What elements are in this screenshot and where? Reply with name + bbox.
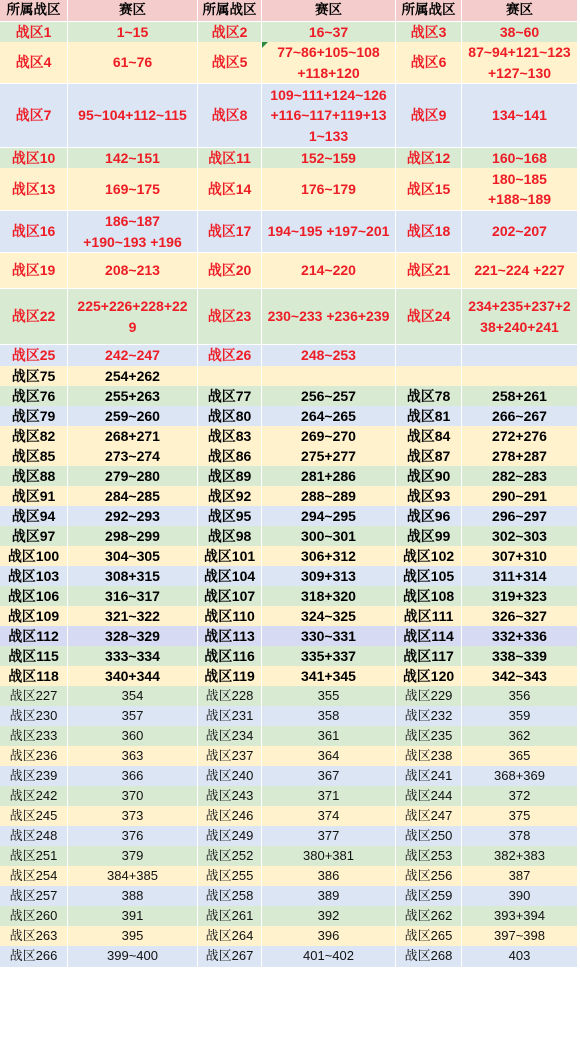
zone-cell: 战区118 <box>0 666 68 688</box>
range-cell: 248~253 <box>262 345 396 367</box>
table-row <box>0 606 578 626</box>
zone-cell: 战区10 <box>0 148 68 170</box>
range-cell: 403 <box>462 946 578 968</box>
range-cell: 279~280 <box>68 466 198 488</box>
range-cell: 397~398 <box>462 926 578 948</box>
range-cell: 335+337 <box>262 646 396 668</box>
range-cell: 395 <box>68 926 198 948</box>
zone-cell: 战区238 <box>396 746 462 768</box>
range-cell: 361 <box>262 726 396 748</box>
zone-cell: 战区81 <box>396 406 462 428</box>
zone-cell: 战区233 <box>0 726 68 748</box>
zone-cell: 战区259 <box>396 886 462 908</box>
range-cell: 388 <box>68 886 198 908</box>
zone-cell: 战区231 <box>198 706 262 728</box>
zone-cell: 战区75 <box>0 366 68 388</box>
zone-cell: 战区107 <box>198 586 262 608</box>
table-row <box>0 706 578 726</box>
table-row <box>0 426 578 446</box>
table-row <box>0 253 578 289</box>
zone-cell: 战区250 <box>396 826 462 848</box>
zone-cell: 战区76 <box>0 386 68 408</box>
range-cell: 169~175 <box>68 168 198 211</box>
range-cell: 272+276 <box>462 426 578 448</box>
zone-cell: 战区79 <box>0 406 68 428</box>
zone-cell <box>396 345 462 367</box>
range-cell: 242~247 <box>68 345 198 367</box>
range-cell <box>462 366 578 388</box>
zone-cell: 战区114 <box>396 626 462 648</box>
table-row <box>0 289 578 345</box>
table-row <box>0 866 578 886</box>
zone-cell: 战区243 <box>198 786 262 808</box>
header-row <box>0 0 578 22</box>
range-cell: 393+394 <box>462 906 578 928</box>
table-row <box>0 666 578 686</box>
zone-cell: 战区100 <box>0 546 68 568</box>
range-cell: 386 <box>262 866 396 888</box>
zone-cell: 战区20 <box>198 253 262 289</box>
table-row <box>0 586 578 606</box>
range-cell: 363 <box>68 746 198 768</box>
range-cell: 95~104+112~115 <box>68 84 198 148</box>
zone-cell: 战区112 <box>0 626 68 648</box>
zone-cell: 战区260 <box>0 906 68 928</box>
range-cell: 152~159 <box>262 148 396 170</box>
zone-cell: 战区17 <box>198 211 262 253</box>
zone-cell: 战区87 <box>396 446 462 468</box>
zone-cell: 战区240 <box>198 766 262 788</box>
table-row <box>0 886 578 906</box>
range-cell: 266~267 <box>462 406 578 428</box>
header-range: 赛区 <box>462 0 578 22</box>
range-cell: 290~291 <box>462 486 578 508</box>
range-cell: 389 <box>262 886 396 908</box>
zone-cell: 战区97 <box>0 526 68 548</box>
range-cell: 134~141 <box>462 84 578 148</box>
zone-cell: 战区111 <box>396 606 462 628</box>
table-row <box>0 826 578 846</box>
range-cell: 360 <box>68 726 198 748</box>
range-cell: 387 <box>462 866 578 888</box>
range-cell: 370 <box>68 786 198 808</box>
header-zone: 所属战区 <box>0 0 68 22</box>
range-cell: 328~329 <box>68 626 198 648</box>
range-cell: 362 <box>462 726 578 748</box>
zone-cell: 战区6 <box>396 42 462 84</box>
range-cell: 319+323 <box>462 586 578 608</box>
zone-cell: 战区105 <box>396 566 462 588</box>
range-cell: 355 <box>262 686 396 708</box>
table-row <box>0 546 578 566</box>
zone-cell: 战区264 <box>198 926 262 948</box>
zone-cell: 战区115 <box>0 646 68 668</box>
table-row <box>0 806 578 826</box>
table-row <box>0 626 578 646</box>
range-cell: 342~343 <box>462 666 578 688</box>
range-cell: 308+315 <box>68 566 198 588</box>
zone-cell: 战区234 <box>198 726 262 748</box>
table-row <box>0 211 578 253</box>
range-cell: 364 <box>262 746 396 768</box>
range-cell: 309+313 <box>262 566 396 588</box>
zone-cell: 战区90 <box>396 466 462 488</box>
table-row <box>0 786 578 806</box>
range-cell: 273~274 <box>68 446 198 468</box>
zone-cell: 战区106 <box>0 586 68 608</box>
range-cell: 160~168 <box>462 148 578 170</box>
range-cell: 306+312 <box>262 546 396 568</box>
range-cell: 401~402 <box>262 946 396 968</box>
range-cell: 324~325 <box>262 606 396 628</box>
zone-cell: 战区15 <box>396 168 462 211</box>
range-cell: 230~233 +236+239 <box>262 289 396 345</box>
zone-cell: 战区103 <box>0 566 68 588</box>
range-cell: 225+226+228+22 9 <box>68 289 198 345</box>
zone-cell: 战区99 <box>396 526 462 548</box>
zone-cell: 战区14 <box>198 168 262 211</box>
zone-cell: 战区119 <box>198 666 262 688</box>
range-cell: 256~257 <box>262 386 396 408</box>
zone-cell: 战区249 <box>198 826 262 848</box>
zone-cell: 战区2 <box>198 22 262 44</box>
zone-cell: 战区247 <box>396 806 462 828</box>
zone-cell: 战区101 <box>198 546 262 568</box>
zone-cell: 战区1 <box>0 22 68 44</box>
zone-cell: 战区110 <box>198 606 262 628</box>
range-cell: 234+235+237+2 38+240+241 <box>462 289 578 345</box>
range-cell: 1~15 <box>68 22 198 44</box>
table-row <box>0 946 578 966</box>
range-cell: 61~76 <box>68 42 198 84</box>
table-row <box>0 566 578 586</box>
zone-cell: 战区25 <box>0 345 68 367</box>
zone-cell: 战区117 <box>396 646 462 668</box>
range-cell: 367 <box>262 766 396 788</box>
range-cell: 278+287 <box>462 446 578 468</box>
zone-cell: 战区4 <box>0 42 68 84</box>
range-cell <box>262 366 396 388</box>
zone-cell: 战区263 <box>0 926 68 948</box>
zone-cell: 战区108 <box>396 586 462 608</box>
table-row <box>0 506 578 526</box>
range-cell <box>462 345 578 367</box>
zone-cell: 战区95 <box>198 506 262 528</box>
zone-cell: 战区262 <box>396 906 462 928</box>
zone-cell: 战区120 <box>396 666 462 688</box>
range-cell: 358 <box>262 706 396 728</box>
table-row <box>0 42 578 84</box>
range-cell: 341+345 <box>262 666 396 688</box>
range-cell: 392 <box>262 906 396 928</box>
zone-cell: 战区254 <box>0 866 68 888</box>
range-cell: 304~305 <box>68 546 198 568</box>
zone-cell: 战区229 <box>396 686 462 708</box>
range-cell: 208~213 <box>68 253 198 289</box>
zone-cell: 战区255 <box>198 866 262 888</box>
range-cell: 186~187 +190~193 +196 <box>68 211 198 253</box>
table-row <box>0 746 578 766</box>
zone-cell: 战区5 <box>198 42 262 84</box>
cell-indicator-icon <box>262 42 268 48</box>
table-row <box>0 766 578 786</box>
zone-cell: 战区228 <box>198 686 262 708</box>
header-range: 赛区 <box>262 0 396 22</box>
zone-cell: 战区257 <box>0 886 68 908</box>
range-cell: 357 <box>68 706 198 728</box>
table-row <box>0 84 578 148</box>
range-cell: 316~317 <box>68 586 198 608</box>
range-cell: 176~179 <box>262 168 396 211</box>
zone-cell: 战区248 <box>0 826 68 848</box>
range-cell: 282~283 <box>462 466 578 488</box>
zone-cell: 战区88 <box>0 466 68 488</box>
zone-cell: 战区230 <box>0 706 68 728</box>
zone-cell: 战区104 <box>198 566 262 588</box>
range-cell: 318+320 <box>262 586 396 608</box>
range-cell: 378 <box>462 826 578 848</box>
range-cell: 380+381 <box>262 846 396 868</box>
table-row <box>0 686 578 706</box>
range-cell: 296~297 <box>462 506 578 528</box>
zone-cell: 战区82 <box>0 426 68 448</box>
table-row <box>0 486 578 506</box>
zone-cell: 战区21 <box>396 253 462 289</box>
range-cell: 202~207 <box>462 211 578 253</box>
zone-cell: 战区12 <box>396 148 462 170</box>
zone-cell: 战区26 <box>198 345 262 367</box>
range-cell: 368+369 <box>462 766 578 788</box>
zone-cell: 战区91 <box>0 486 68 508</box>
zone-cell: 战区265 <box>396 926 462 948</box>
range-cell: 338~339 <box>462 646 578 668</box>
range-cell: 292~293 <box>68 506 198 528</box>
range-cell: 372 <box>462 786 578 808</box>
zone-cell: 战区83 <box>198 426 262 448</box>
range-cell: 390 <box>462 886 578 908</box>
range-cell: 16~37 <box>262 22 396 44</box>
range-cell: 258+261 <box>462 386 578 408</box>
zone-cell: 战区251 <box>0 846 68 868</box>
zone-cell: 战区92 <box>198 486 262 508</box>
zone-cell: 战区258 <box>198 886 262 908</box>
range-cell: 87~94+121~123 +127~130 <box>462 42 578 84</box>
zone-cell: 战区23 <box>198 289 262 345</box>
zone-cell: 战区256 <box>396 866 462 888</box>
zone-cell: 战区252 <box>198 846 262 868</box>
range-cell: 38~60 <box>462 22 578 44</box>
range-cell: 254+262 <box>68 366 198 388</box>
zone-cell: 战区84 <box>396 426 462 448</box>
zone-cell: 战区13 <box>0 168 68 211</box>
range-cell: 371 <box>262 786 396 808</box>
zone-cell: 战区98 <box>198 526 262 548</box>
zone-cell: 战区109 <box>0 606 68 628</box>
range-cell: 374 <box>262 806 396 828</box>
range-cell: 330~331 <box>262 626 396 648</box>
zone-cell: 战区242 <box>0 786 68 808</box>
table-row <box>0 406 578 426</box>
range-cell: 288~289 <box>262 486 396 508</box>
zone-cell: 战区246 <box>198 806 262 828</box>
zone-cell: 战区22 <box>0 289 68 345</box>
zone-cell: 战区237 <box>198 746 262 768</box>
range-cell: 399~400 <box>68 946 198 968</box>
zone-cell: 战区18 <box>396 211 462 253</box>
zone-cell <box>198 366 262 388</box>
range-cell: 359 <box>462 706 578 728</box>
range-cell: 354 <box>68 686 198 708</box>
zone-cell: 战区80 <box>198 406 262 428</box>
range-cell: 302~303 <box>462 526 578 548</box>
range-cell: 255+263 <box>68 386 198 408</box>
range-cell: 366 <box>68 766 198 788</box>
table-row <box>0 366 578 386</box>
table-row <box>0 168 578 211</box>
range-cell: 332+336 <box>462 626 578 648</box>
table-row <box>0 446 578 466</box>
range-cell: 268+271 <box>68 426 198 448</box>
zone-cell: 战区102 <box>396 546 462 568</box>
zone-cell: 战区11 <box>198 148 262 170</box>
zone-cell: 战区239 <box>0 766 68 788</box>
range-cell: 396 <box>262 926 396 948</box>
zone-cell: 战区232 <box>396 706 462 728</box>
zone-cell: 战区78 <box>396 386 462 408</box>
zone-cell: 战区116 <box>198 646 262 668</box>
zone-cell: 战区235 <box>396 726 462 748</box>
range-cell: 298~299 <box>68 526 198 548</box>
zone-cell: 战区7 <box>0 84 68 148</box>
zone-cell: 战区245 <box>0 806 68 828</box>
range-cell: 142~151 <box>68 148 198 170</box>
range-cell: 259~260 <box>68 406 198 428</box>
range-cell: 109~111+124~126 +116~117+119+13 1~133 <box>262 84 396 148</box>
zone-cell <box>396 366 462 388</box>
zone-cell: 战区24 <box>396 289 462 345</box>
range-cell: 264~265 <box>262 406 396 428</box>
range-cell: 300~301 <box>262 526 396 548</box>
zone-cell: 战区241 <box>396 766 462 788</box>
table-row <box>0 148 578 168</box>
range-cell: 77~86+105~108 +118+120 <box>262 42 396 84</box>
range-cell: 311+314 <box>462 566 578 588</box>
zone-cell: 战区96 <box>396 506 462 528</box>
header-range: 赛区 <box>68 0 198 22</box>
range-cell: 376 <box>68 826 198 848</box>
range-cell: 379 <box>68 846 198 868</box>
range-cell: 194~195 +197~201 <box>262 211 396 253</box>
zone-cell: 战区8 <box>198 84 262 148</box>
zone-cell: 战区113 <box>198 626 262 648</box>
range-cell: 269~270 <box>262 426 396 448</box>
zone-cell: 战区19 <box>0 253 68 289</box>
range-cell: 375 <box>462 806 578 828</box>
table-row <box>0 646 578 666</box>
table-row <box>0 466 578 486</box>
range-cell: 326~327 <box>462 606 578 628</box>
table-row <box>0 926 578 946</box>
range-cell: 391 <box>68 906 198 928</box>
zone-cell: 战区244 <box>396 786 462 808</box>
range-cell: 356 <box>462 686 578 708</box>
zone-cell: 战区266 <box>0 946 68 968</box>
range-cell: 382+383 <box>462 846 578 868</box>
table-row <box>0 345 578 366</box>
zone-cell: 战区253 <box>396 846 462 868</box>
range-cell: 294~295 <box>262 506 396 528</box>
zone-cell: 战区9 <box>396 84 462 148</box>
range-cell: 307+310 <box>462 546 578 568</box>
range-cell: 180~185 +188~189 <box>462 168 578 211</box>
range-cell: 284~285 <box>68 486 198 508</box>
zone-cell: 战区77 <box>198 386 262 408</box>
range-cell: 340+344 <box>68 666 198 688</box>
header-zone: 所属战区 <box>198 0 262 22</box>
zone-cell: 战区16 <box>0 211 68 253</box>
zone-cell: 战区93 <box>396 486 462 508</box>
table-row <box>0 22 578 42</box>
range-cell: 384+385 <box>68 866 198 888</box>
range-cell: 321~322 <box>68 606 198 628</box>
range-cell: 214~220 <box>262 253 396 289</box>
range-cell: 377 <box>262 826 396 848</box>
header-zone: 所属战区 <box>396 0 462 22</box>
zone-cell: 战区85 <box>0 446 68 468</box>
zone-cell: 战区227 <box>0 686 68 708</box>
zone-cell: 战区236 <box>0 746 68 768</box>
range-cell: 221~224 +227 <box>462 253 578 289</box>
range-cell: 373 <box>68 806 198 828</box>
range-cell: 281+286 <box>262 466 396 488</box>
range-cell: 365 <box>462 746 578 768</box>
zone-cell: 战区268 <box>396 946 462 968</box>
table-row <box>0 726 578 746</box>
zone-cell: 战区261 <box>198 906 262 928</box>
zone-cell: 战区267 <box>198 946 262 968</box>
table-row <box>0 846 578 866</box>
zone-cell: 战区3 <box>396 22 462 44</box>
table-row <box>0 906 578 926</box>
zone-cell: 战区89 <box>198 466 262 488</box>
range-cell: 333~334 <box>68 646 198 668</box>
table-row <box>0 526 578 546</box>
zone-cell: 战区94 <box>0 506 68 528</box>
range-cell: 275+277 <box>262 446 396 468</box>
table-row <box>0 386 578 406</box>
zone-cell: 战区86 <box>198 446 262 468</box>
